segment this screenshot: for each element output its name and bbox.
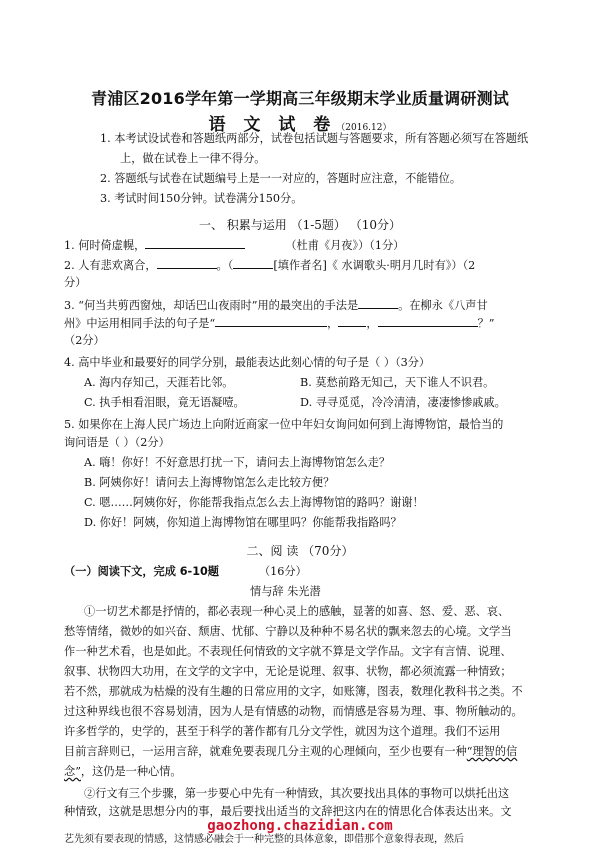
section-2-heading: 二、阅 读 （70分） — [246, 544, 354, 558]
q5-option-a: A. 嗨！你好！不好意思打扰一下，请问去上海博物馆怎么走？ — [84, 456, 391, 469]
exam-title: 青浦区2016学年第一学期高三年级期末学业质量调研测试 — [91, 89, 509, 108]
para-1-line-9: 念”，这仍是一种心情。 — [64, 765, 182, 778]
question-2-cont: 分） — [64, 276, 87, 289]
section-1-heading: 一、 积累与运用 （1-5题） （10分） — [198, 218, 402, 232]
wavy-underline-text: 念” — [64, 765, 81, 778]
question-2: 2. 人有悲欢离合， 。（ [填作者名]《 水调歌头·明月几时有》）（2 — [64, 259, 476, 272]
answer-blank — [233, 258, 273, 269]
q4-option-a: A. 海内存知己，天涯若比邻。 — [84, 376, 234, 389]
question-3-cont: 州》中运用相同手法的句子是“ ， ， ？” — [64, 317, 495, 330]
q4-option-b: B. 莫愁前路无知己，天下谁人不识君。 — [300, 376, 495, 389]
q5-option-d: D. 你好！阿姨，你知道上海博物馆在哪里吗？你能帮我指路吗？ — [84, 516, 402, 529]
para-1-line-6: 过这种界线也很不容易划清，因为人是有情感的动物，而情感是容易为理、事、物所触动的。 — [64, 705, 523, 718]
article-title: 情与辞 朱光潜 — [250, 585, 321, 598]
para-1-line-4: 叙事、状物四大功用，在文学的文字中，无论是说理、叙事、状物，都必须流露一种情致； — [64, 665, 512, 678]
exam-date: （2016.12） — [336, 123, 392, 133]
q5-option-b: B. 阿姨你好！请问去上海博物馆怎么走比较方便？ — [84, 476, 335, 489]
wavy-underline-text: “理智的信 — [466, 745, 518, 758]
note-3: 3. 考试时间150分钟。试卷满分150分。 — [100, 192, 303, 205]
footer-site-link[interactable]: gaozhong.chazidian.com — [207, 818, 393, 834]
answer-blank — [215, 316, 327, 327]
answer-blank — [145, 238, 245, 249]
q5-option-c: C. 嗯……阿姨你好，你能帮我指点怎么去上海博物馆的路吗？谢谢！ — [84, 496, 424, 509]
q4-option-d: D. 寻寻觅觅，冷冷清清，凄凄惨惨戚戚。 — [300, 396, 506, 409]
para-1-line-5: 若不然，那就成为枯燥的没有生趣的日常应用的文字，如账簿，图表，数理化教科书之类。不 — [64, 685, 523, 698]
note-2: 2. 答题纸与试卷在试题编号上是一一对应的，答题时应注意，不能错位。 — [100, 172, 462, 185]
para-2-line-3: 艺先须有要表现的情感，这情感必融会于一种完整的具体意象，即借那个意象得表现，然后 — [64, 834, 464, 845]
answer-blank — [378, 316, 478, 327]
para-2-line-1: ②行文有三个步骤，第一步要心中先有一种情致，其次要找出具体的事物可以烘托出这 — [84, 787, 510, 800]
note-1: 1. 本考试设试卷和答题纸两部分，试卷包括试题与答题要求，所有答题必须写在答题纸 — [100, 132, 529, 145]
question-5-cont: 询问语是（ ）（2分） — [64, 436, 170, 449]
question-5: 5. 如果你在上海人民广场边上向附近商家一位中年妇女询问如何到上海博物馆，最恰当的 — [64, 418, 504, 431]
answer-blank — [338, 316, 366, 327]
para-2-line-2: 种情致，这就是思想分内的事，最后要找出适当的文辞把这内在的情思化合体表达出来。文 — [64, 805, 512, 818]
answer-blank — [358, 298, 398, 309]
para-1-line-2: 愁等情绪，微妙的如兴奋、颓唐、忧郁、宁静以及种种不易名状的飘来忽去的心境。文学当 — [64, 625, 512, 638]
note-1-cont: 上，做在试卷上一律不得分。 — [120, 152, 266, 165]
para-1-line-7: 许多哲学的，史学的，甚至于科学的著作都有几分文学性，就因为这个道理。我们不运用 — [64, 725, 501, 738]
subtitle-text: 语 文 试 卷 — [208, 115, 337, 135]
para-1-line-3: 作一种艺术看，也是如此。不表现任何情致的文字就不算是文学作品。文字有言情、说理、 — [64, 645, 512, 658]
part-1-heading: （一）阅读下文，完成 6-10题 （16分） — [64, 565, 307, 578]
para-1-line-1: ①一切艺术都是抒情的，都必表现一种心灵上的感触，显著的如喜、怒、爱、恶、哀、 — [84, 605, 510, 618]
question-3: 3. “何当共剪西窗烛，却话巴山夜雨时”用的最突出的手法是 。在柳永《八声甘 — [64, 299, 488, 312]
answer-blank — [157, 258, 217, 269]
question-4: 4. 高中毕业和最要好的同学分别，最能表达此刻心情的句子是（ ）（3分） — [64, 356, 431, 369]
question-1: 1. 何时倚虚幌， （杜甫《月夜》）（1分） — [64, 239, 405, 252]
para-1-line-8: 目前言辞则已，一运用言辞，就难免要表现几分主观的心理倾向，至少也要有一种“理智的信 — [64, 745, 518, 758]
q4-option-c: C. 执手相看泪眼，竟无语凝噎。 — [84, 396, 245, 409]
question-3-score: （2分） — [64, 334, 105, 347]
